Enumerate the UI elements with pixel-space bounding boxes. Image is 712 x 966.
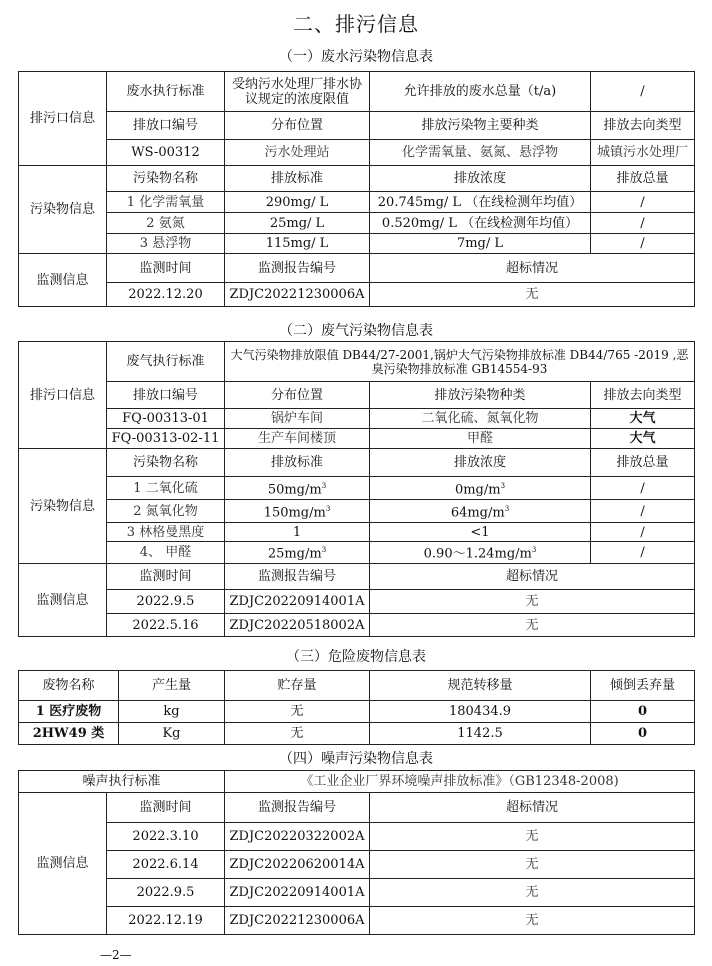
col-header: 排放总量 <box>591 166 695 192</box>
pollutant-concentration: 7mg/ L <box>370 234 591 254</box>
pollutant-total: / <box>591 523 695 542</box>
pollutant-total: / <box>591 542 695 564</box>
monitor-date: 2022.3.10 <box>107 823 225 851</box>
noise-section-title: （四）噪声污染物信息表 <box>279 751 433 767</box>
pollutant-name: 1 化学需氧量 <box>107 192 225 213</box>
outlet-destination: 大气 <box>591 429 695 449</box>
col-header: 监测时间 <box>107 793 225 823</box>
pollutant-name: 1 二氧化硫 <box>107 477 225 500</box>
pollutant-name: 2 氮氧化物 <box>107 500 225 523</box>
pollutant-total: / <box>591 192 695 213</box>
col-header: 排放浓度 <box>370 449 591 477</box>
outlet-pollutants: 甲醛 <box>370 429 591 449</box>
outlet-id: FQ-00313-02-11 <box>107 429 225 449</box>
monitor-exceed: 无 <box>370 823 695 851</box>
pollutant-total: / <box>591 234 695 254</box>
monitor-date: 2022.5.16 <box>107 614 225 637</box>
col-header: 监测报告编号 <box>225 254 370 283</box>
monitor-report: ZDJC20220322002A <box>225 823 370 851</box>
pollutant-standard: $50mg/m^3$ <box>225 477 370 500</box>
monitor-report: ZDJC20221230006A <box>225 283 370 307</box>
pollutant-total: / <box>591 500 695 523</box>
monitor-report: ZDJC20220914001A <box>225 590 370 614</box>
col-header: 排放污染物主要种类 <box>370 112 591 140</box>
pollutant-concentration: $0mg/m^3$ <box>370 477 591 500</box>
col-header: 规范转移量 <box>370 671 591 701</box>
waste-dumped: 0 <box>591 701 695 723</box>
col-header: 排放去向类型 <box>591 382 695 409</box>
col-header: 超标情况 <box>370 254 695 283</box>
col-header: 排放标准 <box>225 166 370 192</box>
outlet-location: 锅炉车间 <box>225 409 370 429</box>
exhaust-standard-label: 废气执行标准 <box>107 342 225 382</box>
col-header: 倾倒丢弃量 <box>591 671 695 701</box>
col-header: 污染物名称 <box>107 166 225 192</box>
pollutant-concentration: $64mg/m^3$ <box>370 500 591 523</box>
waste-produced: kg <box>119 701 225 723</box>
monitor-report: ZDJC20221230006A <box>225 907 370 935</box>
wastewater-standard-label: 废水执行标准 <box>107 72 225 112</box>
col-header: 排放污染物种类 <box>370 382 591 409</box>
wastewater-table <box>18 71 695 307</box>
outlet-pollutants: 二氧化硫、氮氧化物 <box>370 409 591 429</box>
page-number: —2— <box>100 948 132 962</box>
col-header: 污染物名称 <box>107 449 225 477</box>
outlet-info-label: 排污口信息 <box>19 72 107 166</box>
waste-produced: Kg <box>119 723 225 745</box>
col-header: 排放总量 <box>591 449 695 477</box>
wastewater-standard-value: 受纳污水处理厂排水协议规定的浓度限值 <box>225 72 370 112</box>
exhaust-standard-value: 大气污染物排放限值 DB44/27-2001,锅炉大气污染物排放标准 DB44/765 -2019 ,恶臭污染物排放标准 GB14554-93 <box>225 342 695 382</box>
pollutant-name: 3 林格曼黑度 <box>107 523 225 542</box>
outlet-destination: 城镇污水处理厂 <box>591 140 695 166</box>
noise-standard-label: 噪声执行标准 <box>19 771 225 793</box>
outlet-location: 污水处理站 <box>225 140 370 166</box>
outlet-id: WS-00312 <box>107 140 225 166</box>
hazardous-waste-section-title: （三）危险废物信息表 <box>286 649 426 665</box>
col-header: 监测时间 <box>107 254 225 283</box>
pollutant-standard: $25mg/m^3$ <box>225 542 370 564</box>
noise-standard-value: 《工业企业厂界环境噪声排放标准》（GB12348-2008) <box>225 771 695 793</box>
col-header: 排放口编号 <box>107 382 225 409</box>
col-header: 排放标准 <box>225 449 370 477</box>
page-title: 二、排污信息 <box>293 12 419 36</box>
col-header: 排放口编号 <box>107 112 225 140</box>
pollutant-name: 4、 甲醛 <box>107 542 225 564</box>
pollutant-standard: $150mg/m^3$ <box>225 500 370 523</box>
waste-name: 2HW49 类 <box>19 723 119 745</box>
pollutant-total: / <box>591 213 695 234</box>
pollutant-info-label: 污染物信息 <box>19 166 107 254</box>
monitor-exceed: 无 <box>370 851 695 879</box>
monitor-date: 2022.9.5 <box>107 879 225 907</box>
col-header: 排放去向类型 <box>591 112 695 140</box>
hazardous-waste-table <box>18 670 695 745</box>
col-header: 超标情况 <box>370 793 695 823</box>
monitor-exceed: 无 <box>370 907 695 935</box>
waste-dumped: 0 <box>591 723 695 745</box>
pollutant-standard: 290mg/ L <box>225 192 370 213</box>
pollutant-concentration: <1 <box>370 523 591 542</box>
waste-transferred: 180434.9 <box>370 701 591 723</box>
outlet-id: FQ-00313-01 <box>107 409 225 429</box>
monitor-exceed: 无 <box>370 283 695 307</box>
wastewater-section-title: （一）废水污染物信息表 <box>279 49 433 65</box>
exhaust-table <box>18 341 695 637</box>
pollutant-concentration: 0.520mg/ L （在线检测年均值） <box>370 213 591 234</box>
col-header: 分布位置 <box>225 382 370 409</box>
monitor-report: ZDJC20220620014A <box>225 851 370 879</box>
waste-transferred: 1142.5 <box>370 723 591 745</box>
monitor-report: ZDJC20220518002A <box>225 614 370 637</box>
outlet-info-label: 排污口信息 <box>19 342 107 449</box>
monitor-exceed: 无 <box>370 614 695 637</box>
monitor-date: 2022.12.20 <box>107 283 225 307</box>
pollutant-info-label: 污染物信息 <box>19 449 107 564</box>
monitor-info-label: 监测信息 <box>19 564 107 637</box>
waste-stored: 无 <box>225 723 370 745</box>
monitor-report: ZDJC20220914001A <box>225 879 370 907</box>
monitor-info-label: 监测信息 <box>19 793 107 935</box>
pollutant-standard: 115mg/ L <box>225 234 370 254</box>
waste-stored: 无 <box>225 701 370 723</box>
wastewater-total-label: 允许排放的废水总量（t/a) <box>370 72 591 112</box>
pollutant-standard: 1 <box>225 523 370 542</box>
pollutant-concentration: 20.745mg/ L （在线检测年均值） <box>370 192 591 213</box>
pollutant-concentration: $0.90\sim 1.24mg/m^3$ <box>370 542 591 564</box>
monitor-date: 2022.12.19 <box>107 907 225 935</box>
monitor-exceed: 无 <box>370 590 695 614</box>
outlet-destination: 大气 <box>591 409 695 429</box>
monitor-info-label: 监测信息 <box>19 254 107 307</box>
pollutant-total: / <box>591 477 695 500</box>
col-header: 贮存量 <box>225 671 370 701</box>
col-header: 废物名称 <box>19 671 119 701</box>
pollutant-name: 3 悬浮物 <box>107 234 225 254</box>
monitor-date: 2022.6.14 <box>107 851 225 879</box>
noise-table <box>18 770 695 935</box>
col-header: 排放浓度 <box>370 166 591 192</box>
col-header: 监测时间 <box>107 564 225 590</box>
outlet-location: 生产车间楼顶 <box>225 429 370 449</box>
outlet-pollutants: 化学需氧量、氨氮、悬浮物 <box>370 140 591 166</box>
col-header: 监测报告编号 <box>225 793 370 823</box>
col-header: 超标情况 <box>370 564 695 590</box>
pollutant-standard: 25mg/ L <box>225 213 370 234</box>
col-header: 监测报告编号 <box>225 564 370 590</box>
col-header: 分布位置 <box>225 112 370 140</box>
wastewater-total-value: / <box>591 72 695 112</box>
waste-name: 1 医疗废物 <box>19 701 119 723</box>
col-header: 产生量 <box>119 671 225 701</box>
monitor-exceed: 无 <box>370 879 695 907</box>
exhaust-section-title: （二）废气污染物信息表 <box>279 323 433 339</box>
monitor-date: 2022.9.5 <box>107 590 225 614</box>
pollutant-name: 2 氨氮 <box>107 213 225 234</box>
